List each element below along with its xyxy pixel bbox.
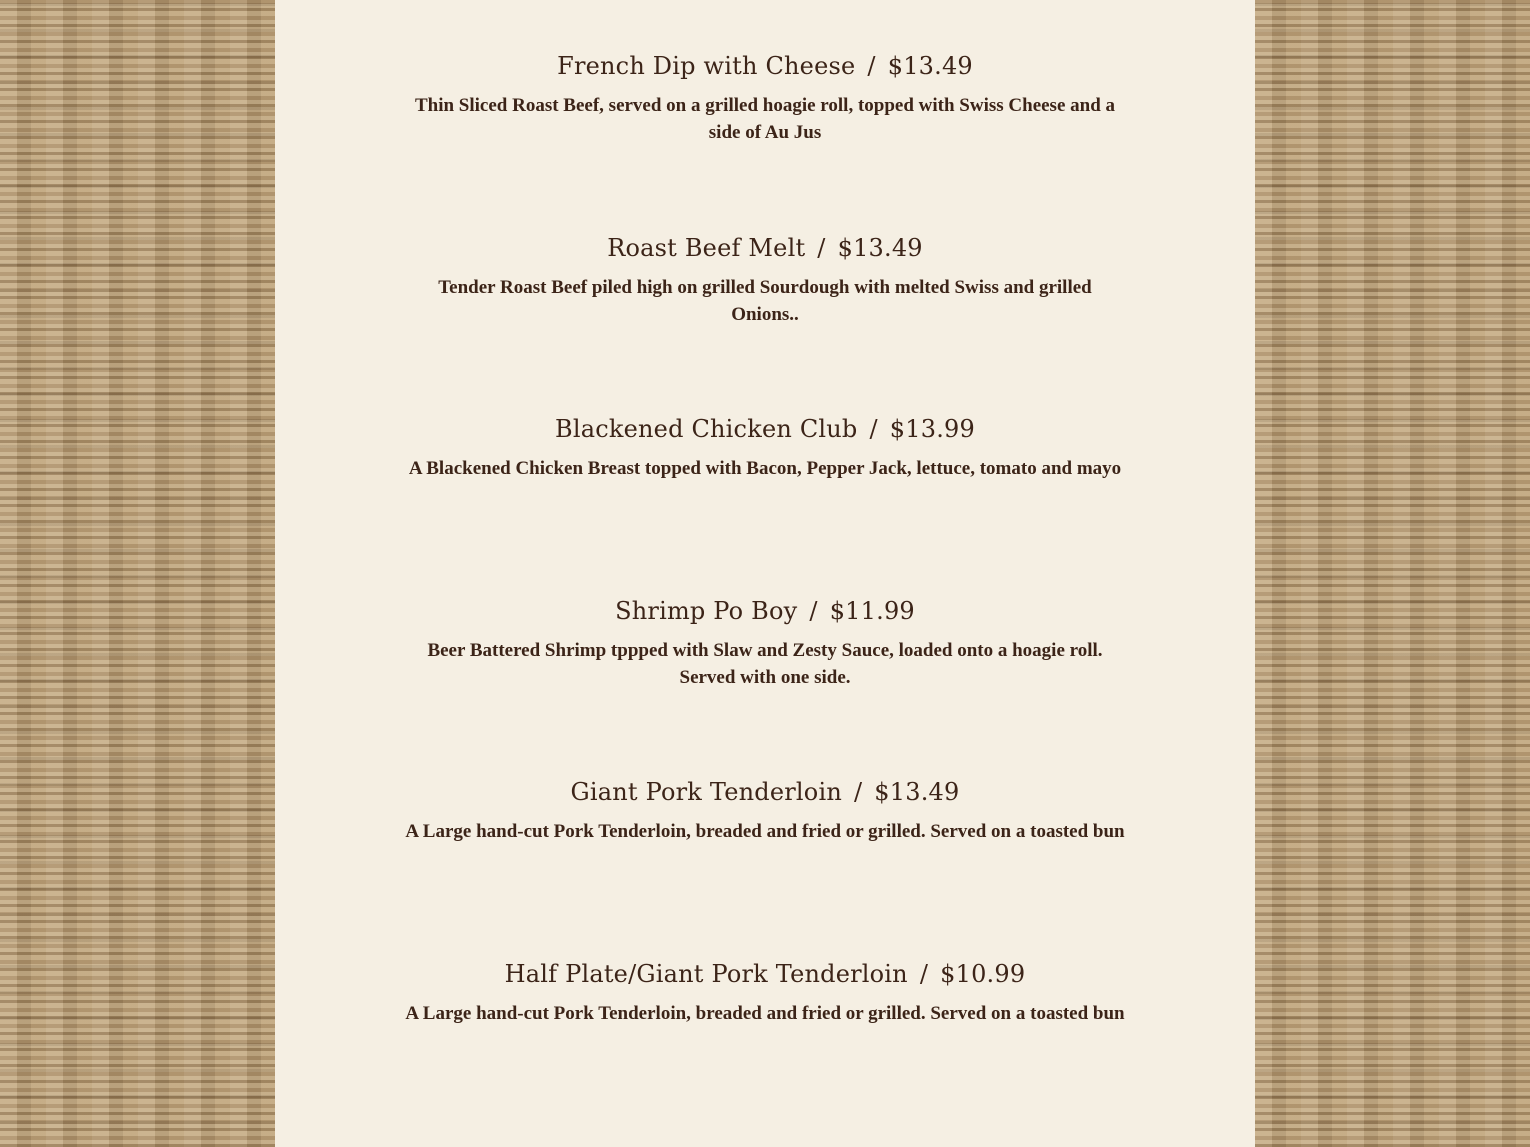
price-separator: / — [853, 778, 863, 806]
item-title — [275, 50, 1255, 82]
item-description: Tender Roast Beef piled high on grilled Sourdough with melted Swiss and grilled Onions.. — [438, 277, 1092, 325]
background-texture-right — [1255, 0, 1530, 1147]
item-title — [275, 413, 1255, 445]
item-description: A Large hand-cut Pork Tenderloin, breaded and fried or grilled. Served on a toasted bun — [405, 821, 1125, 842]
item-title — [275, 232, 1255, 264]
menu-item-french-dip — [275, 50, 1255, 146]
menu-item-blackened-chicken-club — [275, 413, 1255, 482]
item-title — [275, 595, 1255, 627]
item-price: $13.49 — [887, 52, 973, 80]
item-title — [275, 958, 1255, 990]
item-title — [275, 776, 1255, 808]
price-separator: / — [869, 415, 878, 443]
item-price: $13.49 — [874, 778, 960, 806]
item-name: Shrimp Po Boy — [615, 597, 798, 625]
item-description: A Large hand-cut Pork Tenderloin, breaded and fried or grilled. Served on a toasted bun — [405, 1003, 1125, 1024]
item-price: $13.99 — [889, 415, 975, 443]
menu-item-half-plate-pork-tenderloin — [275, 958, 1255, 1027]
background-texture-left — [0, 0, 275, 1147]
item-name: Half Plate/Giant Pork Tenderloin — [504, 960, 908, 988]
item-name: Blackened Chicken Club — [555, 415, 858, 443]
item-price: $10.99 — [940, 960, 1026, 988]
item-price: $11.99 — [829, 597, 915, 625]
item-name: French Dip with Cheese — [557, 52, 856, 80]
item-price: $13.49 — [837, 234, 923, 262]
item-description: Beer Battered Shrimp tppped with Slaw and Zesty Sauce, loaded onto a hoagie roll. Served with one side. — [427, 640, 1103, 688]
menu-item-roast-beef-melt — [275, 232, 1255, 328]
item-description: Thin Sliced Roast Beef, served on a grilled hoagie roll, topped with Swiss Cheese and a side of Au Jus — [414, 95, 1116, 143]
menu-item-shrimp-po-boy — [275, 595, 1255, 691]
menu-item-giant-pork-tenderloin — [275, 776, 1255, 845]
next-item-cut-off — [275, 1136, 1255, 1147]
price-separator: / — [919, 960, 929, 988]
item-name: Giant Pork Tenderloin — [570, 778, 842, 806]
item-name: Roast Beef Melt — [607, 234, 806, 262]
price-separator: / — [867, 52, 876, 80]
price-separator: / — [809, 597, 818, 625]
price-separator: / — [817, 234, 826, 262]
menu-panel — [275, 0, 1255, 1147]
item-description: A Blackened Chicken Breast topped with Bacon, Pepper Jack, lettuce, tomato and mayo — [408, 458, 1122, 479]
